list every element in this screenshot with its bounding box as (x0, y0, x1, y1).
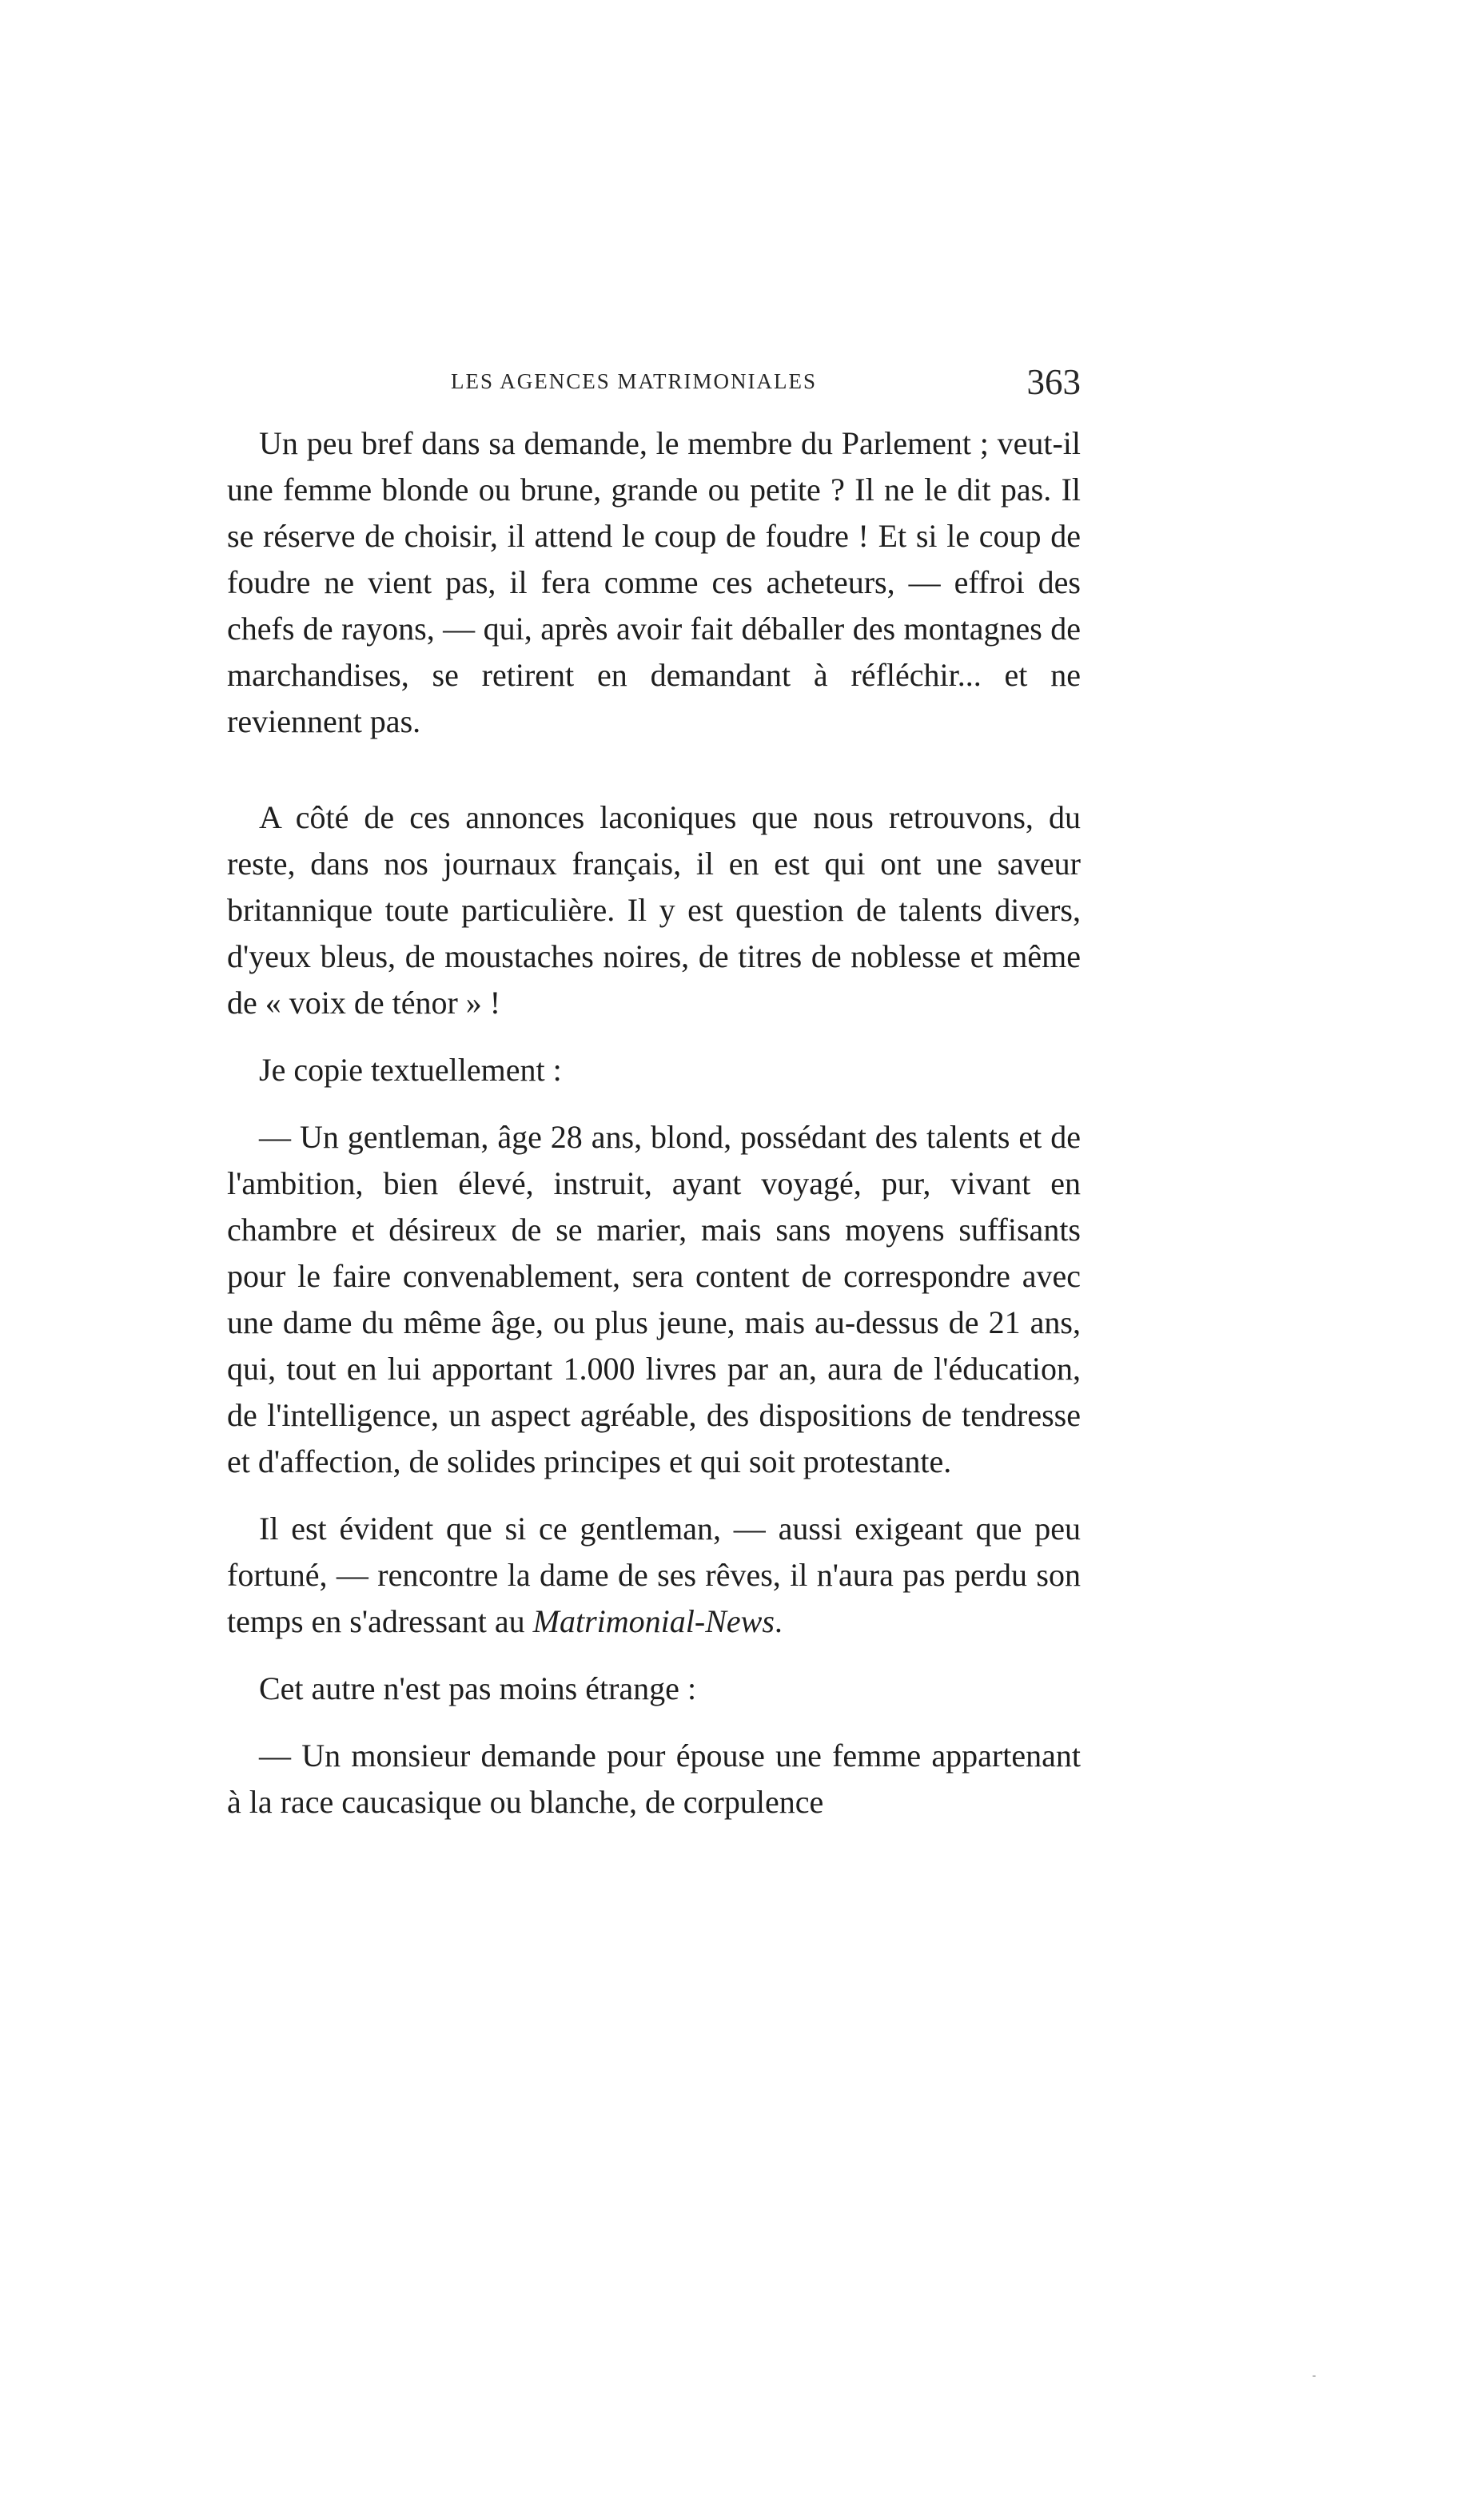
newspaper-title: Matrimonial-News (532, 1603, 775, 1639)
page-number: 363 (1026, 362, 1081, 402)
comment-end: . (774, 1603, 783, 1639)
body-text (227, 420, 1081, 1825)
paragraph-caucasian-ad: — Un monsieur demande pour épouse une femme appartenant à la race caucasique ou blanche, de corpulence (227, 1738, 1081, 1820)
paragraph-laconic-ads: A côté de ces annonces laconiques que nous retrouvons, du reste, dans nos journaux français, il en est qui ont une saveur britannique toute particulière. Il y est question de talents divers, d'yeux bleus, de moustaches noires, de titres de noblesse et même de « voix de ténor » ! (227, 799, 1081, 1021)
page-header (227, 361, 1081, 409)
paragraph-another-intro: Cet autre n'est pas moins étrange : (259, 1670, 697, 1706)
paper-speck (1313, 2375, 1316, 2377)
paragraph-copy-intro: Je copie textuellement : (259, 1052, 562, 1088)
paragraph-parliament-member: Un peu bref dans sa demande, le membre du Parlement ; veut-il une femme blonde ou brune, grande ou petite ? Il ne le dit pas. Il se réserve de choisir, il attend le coup de foudre ! Et si le coup de foudre ne vient pas, il fera comme ces acheteurs, — effroi des chefs de rayons, — qui, après avoir fait déballer des montagnes de marchandises, se retirent en demandant à réfléchir... et ne reviennent pas. (227, 425, 1081, 739)
running-title: LES AGENCES MATRIMONIALES (451, 369, 818, 393)
paragraph-gentleman-comment (227, 1506, 1081, 1645)
comment-text: Il est évident que si ce gentleman, — aussi exigeant que peu fortuné, — rencontre la dame de ses rêves, il n'aura pas perdu son temps en s'adressant au (227, 1511, 1081, 1639)
paragraph-gentleman-ad: — Un gentleman, âge 28 ans, blond, possédant des talents et de l'ambition, bien élevé, instruit, ayant voyagé, pur, vivant en chambre et désireux de se marier, mais sans moyens suffisants pour le faire convenablement, sera content de correspondre avec une dame du même âge, ou plus jeune, mais au-dessus de 21 ans, qui, tout en lui apportant 1.000 livres par an, aura de l'éducation, de l'intelligence, un aspect agréable, des dispositions de tendresse et d'affection, de solides principes et qui soit protestante. (227, 1119, 1081, 1479)
